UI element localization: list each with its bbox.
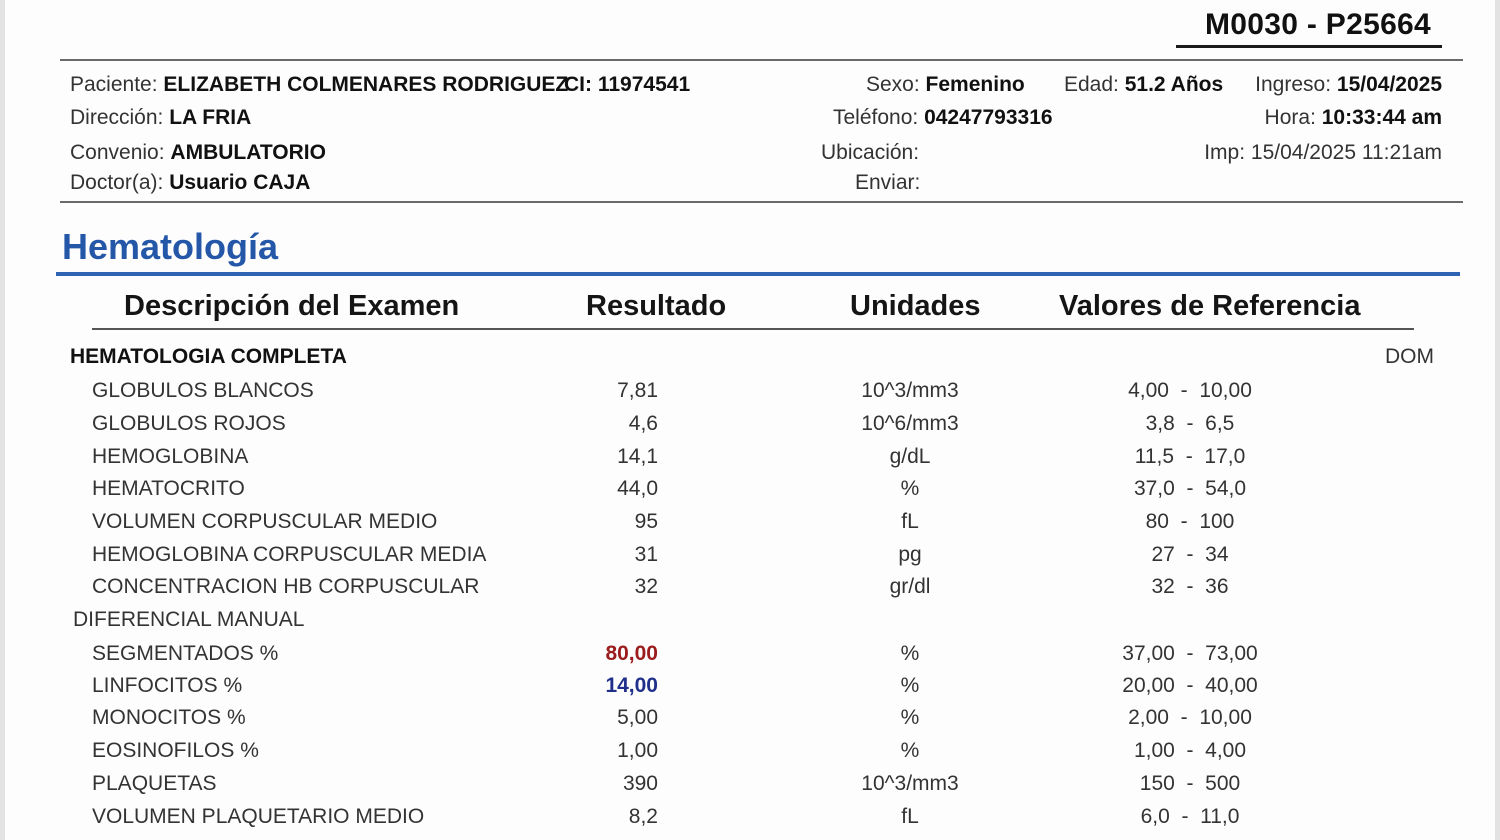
ref-sep: - xyxy=(1186,674,1194,697)
ref-high: 10,00 xyxy=(1199,379,1252,402)
table-header-rule xyxy=(92,328,1414,330)
ref-low: 1,00 xyxy=(1133,739,1175,762)
patient-name: ELIZABETH COLMENARES RODRIGUEZ xyxy=(163,73,569,96)
exam-unit: 10^3/mm3 xyxy=(861,379,959,402)
table-row xyxy=(0,805,1500,835)
section-title: Hematología xyxy=(62,226,279,267)
patient-direccion-label: Dirección: xyxy=(70,106,164,129)
patient-hora-label: Hora: xyxy=(1264,106,1316,129)
exam-unit: 10^3/mm3 xyxy=(861,772,959,795)
exam-reference xyxy=(1060,674,1320,698)
table-row xyxy=(0,445,1500,475)
exam-unit: % xyxy=(900,642,920,665)
patient-sexo-label: Sexo: xyxy=(866,73,920,96)
exam-reference xyxy=(1060,543,1320,567)
ref-low: 6,0 xyxy=(1140,805,1170,828)
ref-low: 11,5 xyxy=(1134,445,1175,468)
header-unidades: Unidades xyxy=(850,290,981,322)
ref-low: 80 xyxy=(1145,510,1169,533)
exam-reference xyxy=(1060,739,1320,763)
exam-result: 95 xyxy=(634,510,658,533)
patient-ingreso-label: Ingreso: xyxy=(1255,73,1332,96)
exam-unit: 10^6/mm3 xyxy=(861,412,959,435)
table-row xyxy=(0,477,1500,507)
table-row xyxy=(0,739,1500,769)
ref-sep: - xyxy=(1186,772,1194,795)
exam-unit: g/dL xyxy=(889,445,931,468)
ref-low: 150 xyxy=(1139,772,1175,795)
info-top-rule xyxy=(60,59,1463,61)
exam-result: 4,6 xyxy=(628,412,658,435)
ref-high: 40,00 xyxy=(1205,674,1258,697)
ref-high: 10,00 xyxy=(1199,706,1252,729)
exam-reference xyxy=(1060,642,1320,666)
patient-telefono: 04247793316 xyxy=(924,106,1053,129)
patient-name-field xyxy=(70,73,568,97)
patient-convenio: AMBULATORIO xyxy=(170,141,326,164)
exam-name: GLOBULOS BLANCOS xyxy=(92,379,314,402)
exam-reference xyxy=(1060,445,1320,469)
patient-sexo-field xyxy=(866,73,1025,97)
exam-result: 1,00 xyxy=(617,739,658,762)
patient-convenio-field xyxy=(70,141,326,165)
exam-name: LINFOCITOS % xyxy=(92,674,243,697)
ref-high: 11,0 xyxy=(1200,805,1240,828)
exam-unit: % xyxy=(900,706,920,729)
group-tag: DOM xyxy=(1385,345,1434,368)
patient-doctor-field xyxy=(70,171,310,195)
document-id: M0030 - P25664 xyxy=(1205,8,1432,41)
ref-high: 36 xyxy=(1205,575,1229,598)
ref-high: 34 xyxy=(1205,543,1229,566)
ref-high: 4,00 xyxy=(1205,739,1247,762)
ref-sep: - xyxy=(1186,477,1194,500)
exam-name: MONOCITOS % xyxy=(92,706,246,729)
patient-ci-label: CI: xyxy=(564,73,592,96)
table-row xyxy=(0,510,1500,540)
exam-result-high: 80,00 xyxy=(605,642,658,665)
ref-sep: - xyxy=(1186,543,1194,566)
table-row xyxy=(0,706,1500,736)
ref-high: 6,5 xyxy=(1205,412,1235,435)
table-row xyxy=(0,642,1500,672)
patient-edad: 51.2 Años xyxy=(1124,73,1224,96)
exam-result-low: 14,00 xyxy=(605,674,658,697)
exam-name: SEGMENTADOS % xyxy=(92,642,279,665)
ref-low: 32 xyxy=(1151,575,1175,598)
exam-name: HEMOGLOBINA CORPUSCULAR MEDIA xyxy=(92,543,487,566)
exam-result: 5,00 xyxy=(617,706,658,729)
header-resultado: Resultado xyxy=(586,290,727,322)
exam-reference xyxy=(1060,379,1320,403)
header-referencia: Valores de Referencia xyxy=(1059,290,1361,322)
ref-sep: - xyxy=(1180,706,1188,729)
exam-reference xyxy=(1060,805,1320,829)
exam-result: 8,2 xyxy=(628,805,658,828)
exam-reference xyxy=(1060,575,1320,599)
patient-ci: 11974541 xyxy=(597,73,691,96)
exam-result: 31 xyxy=(634,543,658,566)
exam-name: CONCENTRACION HB CORPUSCULAR xyxy=(92,575,480,598)
subgroup-title: DIFERENCIAL MANUAL xyxy=(73,608,305,631)
patient-ci-field xyxy=(564,73,690,97)
ref-high: 100 xyxy=(1199,510,1235,533)
exam-result: 7,81 xyxy=(617,379,658,402)
ref-high: 73,00 xyxy=(1205,642,1258,665)
subgroup-row xyxy=(0,608,1500,638)
exam-reference xyxy=(1060,510,1320,534)
exam-unit: pg xyxy=(898,543,922,566)
print-timestamp: Imp: 15/04/2025 11:21am xyxy=(1204,141,1442,164)
patient-direccion: LA FRIA xyxy=(169,106,252,129)
table-row xyxy=(0,575,1500,605)
info-bottom-rule xyxy=(60,201,1463,203)
ref-sep: - xyxy=(1186,739,1194,762)
table-row xyxy=(0,412,1500,442)
ref-sep: - xyxy=(1180,510,1188,533)
ref-low: 27 xyxy=(1151,543,1175,566)
exam-result: 44,0 xyxy=(617,477,658,500)
exam-result: 390 xyxy=(622,772,658,795)
ref-sep: - xyxy=(1186,412,1194,435)
ref-sep: - xyxy=(1181,805,1189,828)
exam-reference xyxy=(1060,412,1320,436)
patient-ubicacion-label: Ubicación: xyxy=(821,141,920,164)
exam-reference xyxy=(1060,706,1320,730)
ref-low: 4,00 xyxy=(1128,379,1169,402)
patient-ingreso-field xyxy=(1255,73,1442,97)
exam-unit: % xyxy=(900,739,920,762)
patient-enviar-label: Enviar: xyxy=(855,171,921,194)
document-id-underline xyxy=(1176,45,1442,48)
exam-name: VOLUMEN CORPUSCULAR MEDIO xyxy=(92,510,438,533)
exam-reference xyxy=(1060,477,1320,501)
exam-name: VOLUMEN PLAQUETARIO MEDIO xyxy=(92,805,425,828)
exam-result: 32 xyxy=(634,575,658,598)
patient-edad-field xyxy=(1064,73,1223,97)
patient-name-label: Paciente: xyxy=(70,73,158,96)
ref-low: 37,00 xyxy=(1122,642,1175,665)
header-descripcion: Descripción del Examen xyxy=(124,290,460,322)
ref-low: 20,00 xyxy=(1122,674,1175,697)
table-row xyxy=(0,543,1500,573)
ref-high: 17,0 xyxy=(1204,445,1246,468)
exam-name: GLOBULOS ROJOS xyxy=(92,412,286,435)
patient-hora-field xyxy=(1265,106,1442,130)
exam-name: EOSINOFILOS % xyxy=(92,739,259,762)
patient-telefono-field xyxy=(833,106,1053,130)
patient-sexo: Femenino xyxy=(925,73,1025,96)
exam-reference xyxy=(1060,772,1320,796)
ref-high: 54,0 xyxy=(1205,477,1247,500)
patient-edad-label: Edad: xyxy=(1064,73,1119,96)
ref-sep: - xyxy=(1185,445,1193,468)
exam-unit: fL xyxy=(901,805,919,828)
exam-unit: gr/dl xyxy=(889,575,931,598)
patient-doctor-label: Doctor(a): xyxy=(70,171,164,194)
ref-low: 3,8 xyxy=(1145,412,1175,435)
table-row xyxy=(0,772,1500,802)
patient-convenio-label: Convenio: xyxy=(70,141,165,164)
ref-sep: - xyxy=(1186,642,1194,665)
exam-result: 14,1 xyxy=(617,445,658,468)
exam-unit: fL xyxy=(901,510,919,533)
group-title: HEMATOLOGIA COMPLETA xyxy=(70,345,347,368)
exam-name: HEMOGLOBINA xyxy=(92,445,249,468)
table-row xyxy=(0,674,1500,704)
patient-telefono-label: Teléfono: xyxy=(833,106,919,129)
ref-low: 37,0 xyxy=(1133,477,1175,500)
ref-high: 500 xyxy=(1205,772,1241,795)
patient-direccion-field xyxy=(70,106,251,130)
patient-hora: 10:33:44 am xyxy=(1321,106,1442,129)
section-title-rule xyxy=(56,272,1460,276)
exam-unit: % xyxy=(900,477,920,500)
patient-ingreso: 15/04/2025 xyxy=(1336,73,1442,96)
exam-name: HEMATOCRITO xyxy=(92,477,245,500)
patient-doctor: Usuario CAJA xyxy=(169,171,311,194)
group-row xyxy=(0,345,1500,375)
exam-name: PLAQUETAS xyxy=(92,772,217,795)
ref-low: 2,00 xyxy=(1128,706,1169,729)
ref-sep: - xyxy=(1186,575,1194,598)
table-row xyxy=(0,379,1500,409)
ref-sep: - xyxy=(1180,379,1188,402)
exam-unit: % xyxy=(900,674,920,697)
